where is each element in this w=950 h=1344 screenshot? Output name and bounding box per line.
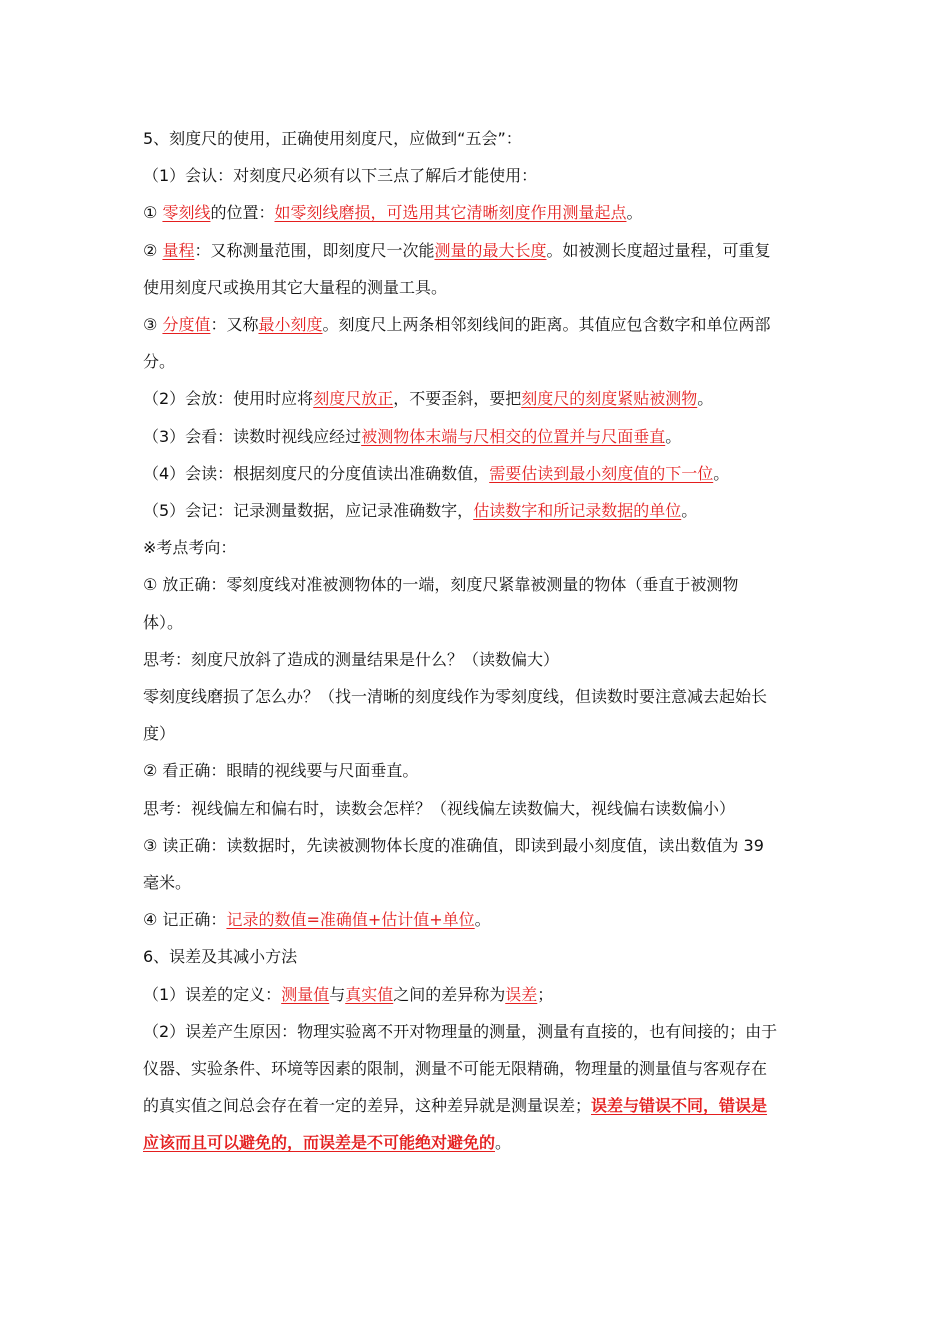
highlight-text: 需要估读到最小刻度值的下一位	[489, 463, 714, 483]
paragraph	[143, 1087, 808, 1124]
text: ④ 记正确：	[143, 910, 227, 930]
highlight-text: 被测物体末端与尺相交的位置并与尺面垂直	[361, 426, 666, 446]
section-heading	[143, 120, 808, 157]
paragraph	[143, 194, 808, 231]
highlight-text: 最小刻度	[258, 315, 323, 335]
text: ① 放正确：零刻度线对准被测物体的一端，刻度尺紧靠被测量的物体（垂直于被测物	[143, 575, 739, 595]
text: 思考：刻度尺放斜了造成的测量结果是什么？（读数偏大）	[143, 649, 560, 669]
text: 。	[626, 203, 643, 223]
text: ①	[143, 203, 163, 223]
paragraph	[143, 418, 808, 455]
highlight-text: 测量的最大长度	[434, 240, 547, 260]
highlight-text: 真实值	[345, 984, 394, 1004]
paragraph	[143, 864, 808, 901]
highlight-text: 测量值	[281, 984, 330, 1004]
text: 。	[665, 426, 682, 446]
highlight-text: 刻度尺的刻度紧贴被测物	[521, 389, 698, 409]
text: 的位置：	[210, 203, 275, 223]
paragraph	[143, 529, 808, 566]
paragraph	[143, 752, 808, 789]
highlight-text: 估读数字和所记录数据的单位	[473, 501, 682, 521]
text: 度）	[143, 724, 176, 744]
text: 。刻度尺上两条相邻刻线间的距离。其值应包含数字和单位两部	[322, 315, 771, 335]
paragraph	[143, 641, 808, 678]
text: 毫米。	[143, 873, 192, 893]
highlight-text: 误差	[505, 984, 538, 1004]
text: （1）会认：对刻度尺必须有以下三点了解后才能使用：	[143, 166, 538, 186]
text: 。	[697, 389, 714, 409]
highlight-text: 量程	[162, 240, 195, 260]
text: ②	[143, 240, 163, 260]
text: （5）会记：记录测量数据，应记录准确数字，	[143, 501, 474, 521]
text: ：又称	[210, 315, 259, 335]
paragraph	[143, 380, 808, 417]
highlight-text: 如零刻线磨损，可选用其它清晰刻度作用测量起点	[274, 203, 627, 223]
text: 仪器、实验条件、环境等因素的限制，测量不可能无限精确，物理量的测量值与客观存在	[143, 1059, 768, 1079]
paragraph	[143, 976, 808, 1013]
highlight-text: 分度值	[162, 315, 211, 335]
highlight-text: 记录的数值=准确值+估计值+单位	[226, 910, 475, 930]
paragraph	[143, 1124, 808, 1161]
paragraph	[143, 306, 808, 343]
paragraph	[143, 678, 808, 715]
text: （3）会看：读数时视线应经过	[143, 426, 362, 446]
text: 与	[329, 984, 346, 1004]
text: （4）会读：根据刻度尺的分度值读出准确数值，	[143, 463, 490, 483]
paragraph	[143, 827, 808, 864]
highlight-text: 误差与错误不同，错误是	[591, 1096, 768, 1116]
paragraph	[143, 157, 808, 194]
paragraph	[143, 1013, 808, 1050]
text: 。	[495, 1133, 512, 1153]
text: 使用刻度尺或换用其它大量程的测量工具。	[143, 277, 448, 297]
paragraph	[143, 715, 808, 752]
text: 。	[713, 463, 730, 483]
text: 6、误差及其减小方法	[143, 947, 298, 967]
highlight-text: 应该而且可以避免的，而误差是不可能绝对避免的	[143, 1133, 496, 1153]
text: 。	[681, 501, 698, 521]
paragraph	[143, 790, 808, 827]
text: 。如被测长度超过量程，可重复	[546, 240, 771, 260]
paragraph	[143, 492, 808, 529]
text: ，不要歪斜，要把	[393, 389, 522, 409]
document-body	[143, 120, 808, 1162]
paragraph	[143, 455, 808, 492]
text: ③ 读正确：读数据时，先读被测物体长度的准确值，即读到最小刻度值，读出数值为 39	[143, 835, 764, 855]
highlight-text: 零刻线	[162, 203, 211, 223]
paragraph	[143, 566, 808, 603]
paragraph	[143, 901, 808, 938]
text: （2）会放：使用时应将	[143, 389, 314, 409]
text: 分。	[143, 352, 176, 372]
text: ② 看正确：眼睛的视线要与尺面垂直。	[143, 761, 419, 781]
section-heading	[143, 938, 808, 975]
text: ；	[537, 984, 554, 1004]
text: 5、刻度尺的使用，正确使用刻度尺，应做到“五会”：	[143, 129, 522, 148]
paragraph	[143, 269, 808, 306]
text: 之间的差异称为	[393, 984, 506, 1004]
paragraph	[143, 343, 808, 380]
text: （2）误差产生原因：物理实验离不开对物理量的测量，测量有直接的，也有间接的；由于	[143, 1021, 778, 1041]
text: ※考点考向：	[143, 538, 237, 558]
paragraph	[143, 604, 808, 641]
text: 思考：视线偏左和偏右时，读数会怎样？（视线偏左读数偏大，视线偏右读数偏小）	[143, 798, 736, 818]
text: ③	[143, 315, 163, 335]
text: ：又称测量范围，即刻度尺一次能	[194, 240, 435, 260]
paragraph	[143, 1050, 808, 1087]
highlight-text: 刻度尺放正	[313, 389, 394, 409]
text: 体）。	[143, 612, 184, 632]
text: 的真实值之间总会存在着一定的差异，这种差异就是测量误差；	[143, 1096, 592, 1116]
text: 零刻度线磨损了怎么办？（找一清晰的刻度线作为零刻度线，但读数时要注意减去起始长	[143, 687, 768, 707]
paragraph	[143, 232, 808, 269]
text: （1）误差的定义：	[143, 984, 282, 1004]
text: 。	[474, 910, 491, 930]
